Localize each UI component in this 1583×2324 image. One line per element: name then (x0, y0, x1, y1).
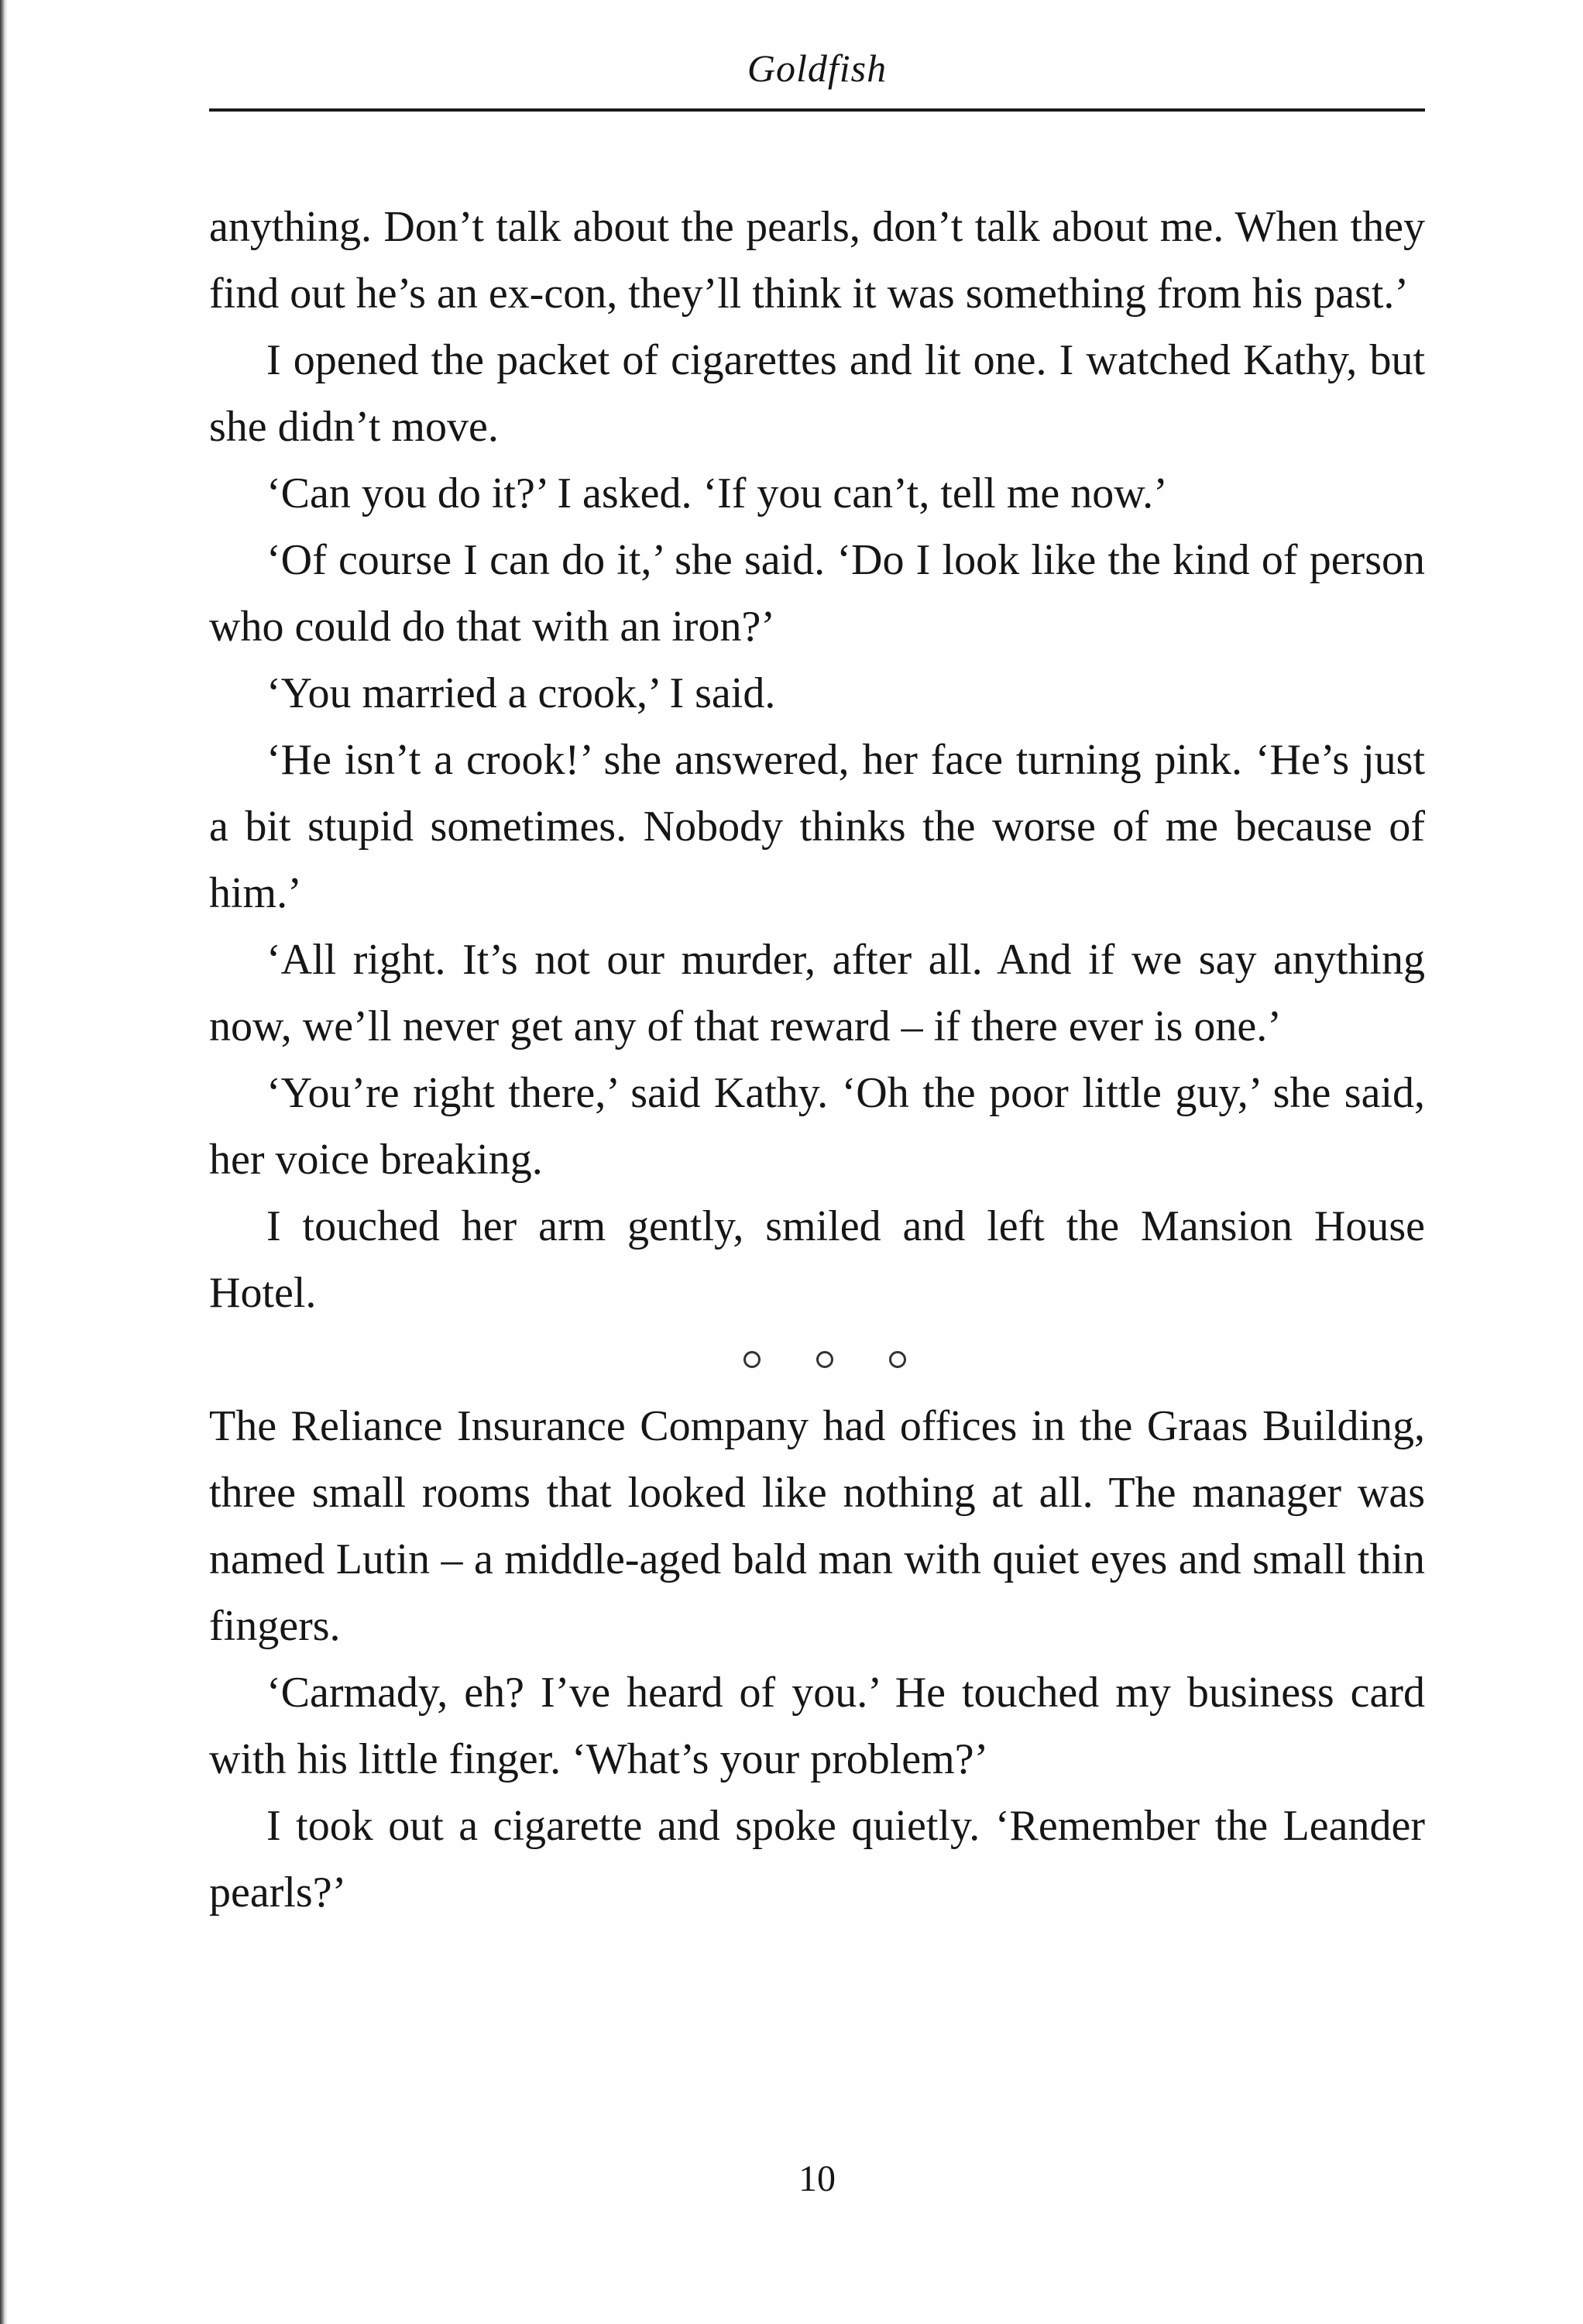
paragraph: ‘He isn’t a crook!’ she answered, her face turning pink. ‘He’s just a bit stupid sometimes. Nobody thinks the worse of me because of him.’ (209, 736, 1425, 917)
section-break-circle-icon (743, 1351, 761, 1368)
paragraph: I opened the packet of cigarettes and lit one. I watched Kathy, but she didn’t move. (209, 336, 1425, 451)
paragraph: ‘All right. It’s not our murder, after all. And if we say anything now, we’ll never get any of that reward – if there ever is one.’ (209, 936, 1425, 1050)
page-binding-edge (0, 0, 8, 2324)
paragraph: anything. Don’t talk about the pearls, don’t talk about me. When they find out he’s an ex-con, they’ll think it was something from his past.’ (209, 203, 1425, 318)
page-body (209, 194, 1425, 1926)
paragraph: The Reliance Insurance Company had offices in the Graas Building, three small rooms that looked like nothing at all. The manager was named Lutin – a middle-aged bald man with quiet eyes and small thin fingers. (209, 1402, 1425, 1650)
section-break-circle-icon (889, 1351, 906, 1368)
paragraph: I touched her arm gently, smiled and left the Mansion House Hotel. (209, 1202, 1425, 1317)
paragraph: I took out a cigarette and spoke quietly. ‘Remember the Leander pearls?’ (209, 1802, 1425, 1917)
paragraph: ‘Can you do it?’ I asked. ‘If you can’t, tell me now.’ (266, 469, 1168, 517)
header-rule (209, 108, 1425, 112)
section-break-circle-icon (816, 1351, 833, 1368)
paragraph: ‘Of course I can do it,’ she said. ‘Do I look like the kind of person who could do that with an iron?’ (209, 536, 1425, 651)
section-break (209, 1326, 1425, 1393)
running-head-title: Goldfish (747, 46, 888, 90)
paragraph: ‘You married a crook,’ I said. (266, 669, 776, 717)
paragraph: ‘Carmady, eh? I’ve heard of you.’ He touched my business card with his little finger. ‘What’s your problem?’ (209, 1669, 1425, 1783)
paragraph: ‘You’re right there,’ said Kathy. ‘Oh the poor little guy,’ she said, her voice breaking. (209, 1069, 1425, 1184)
page-number: 10 (798, 2158, 836, 2199)
